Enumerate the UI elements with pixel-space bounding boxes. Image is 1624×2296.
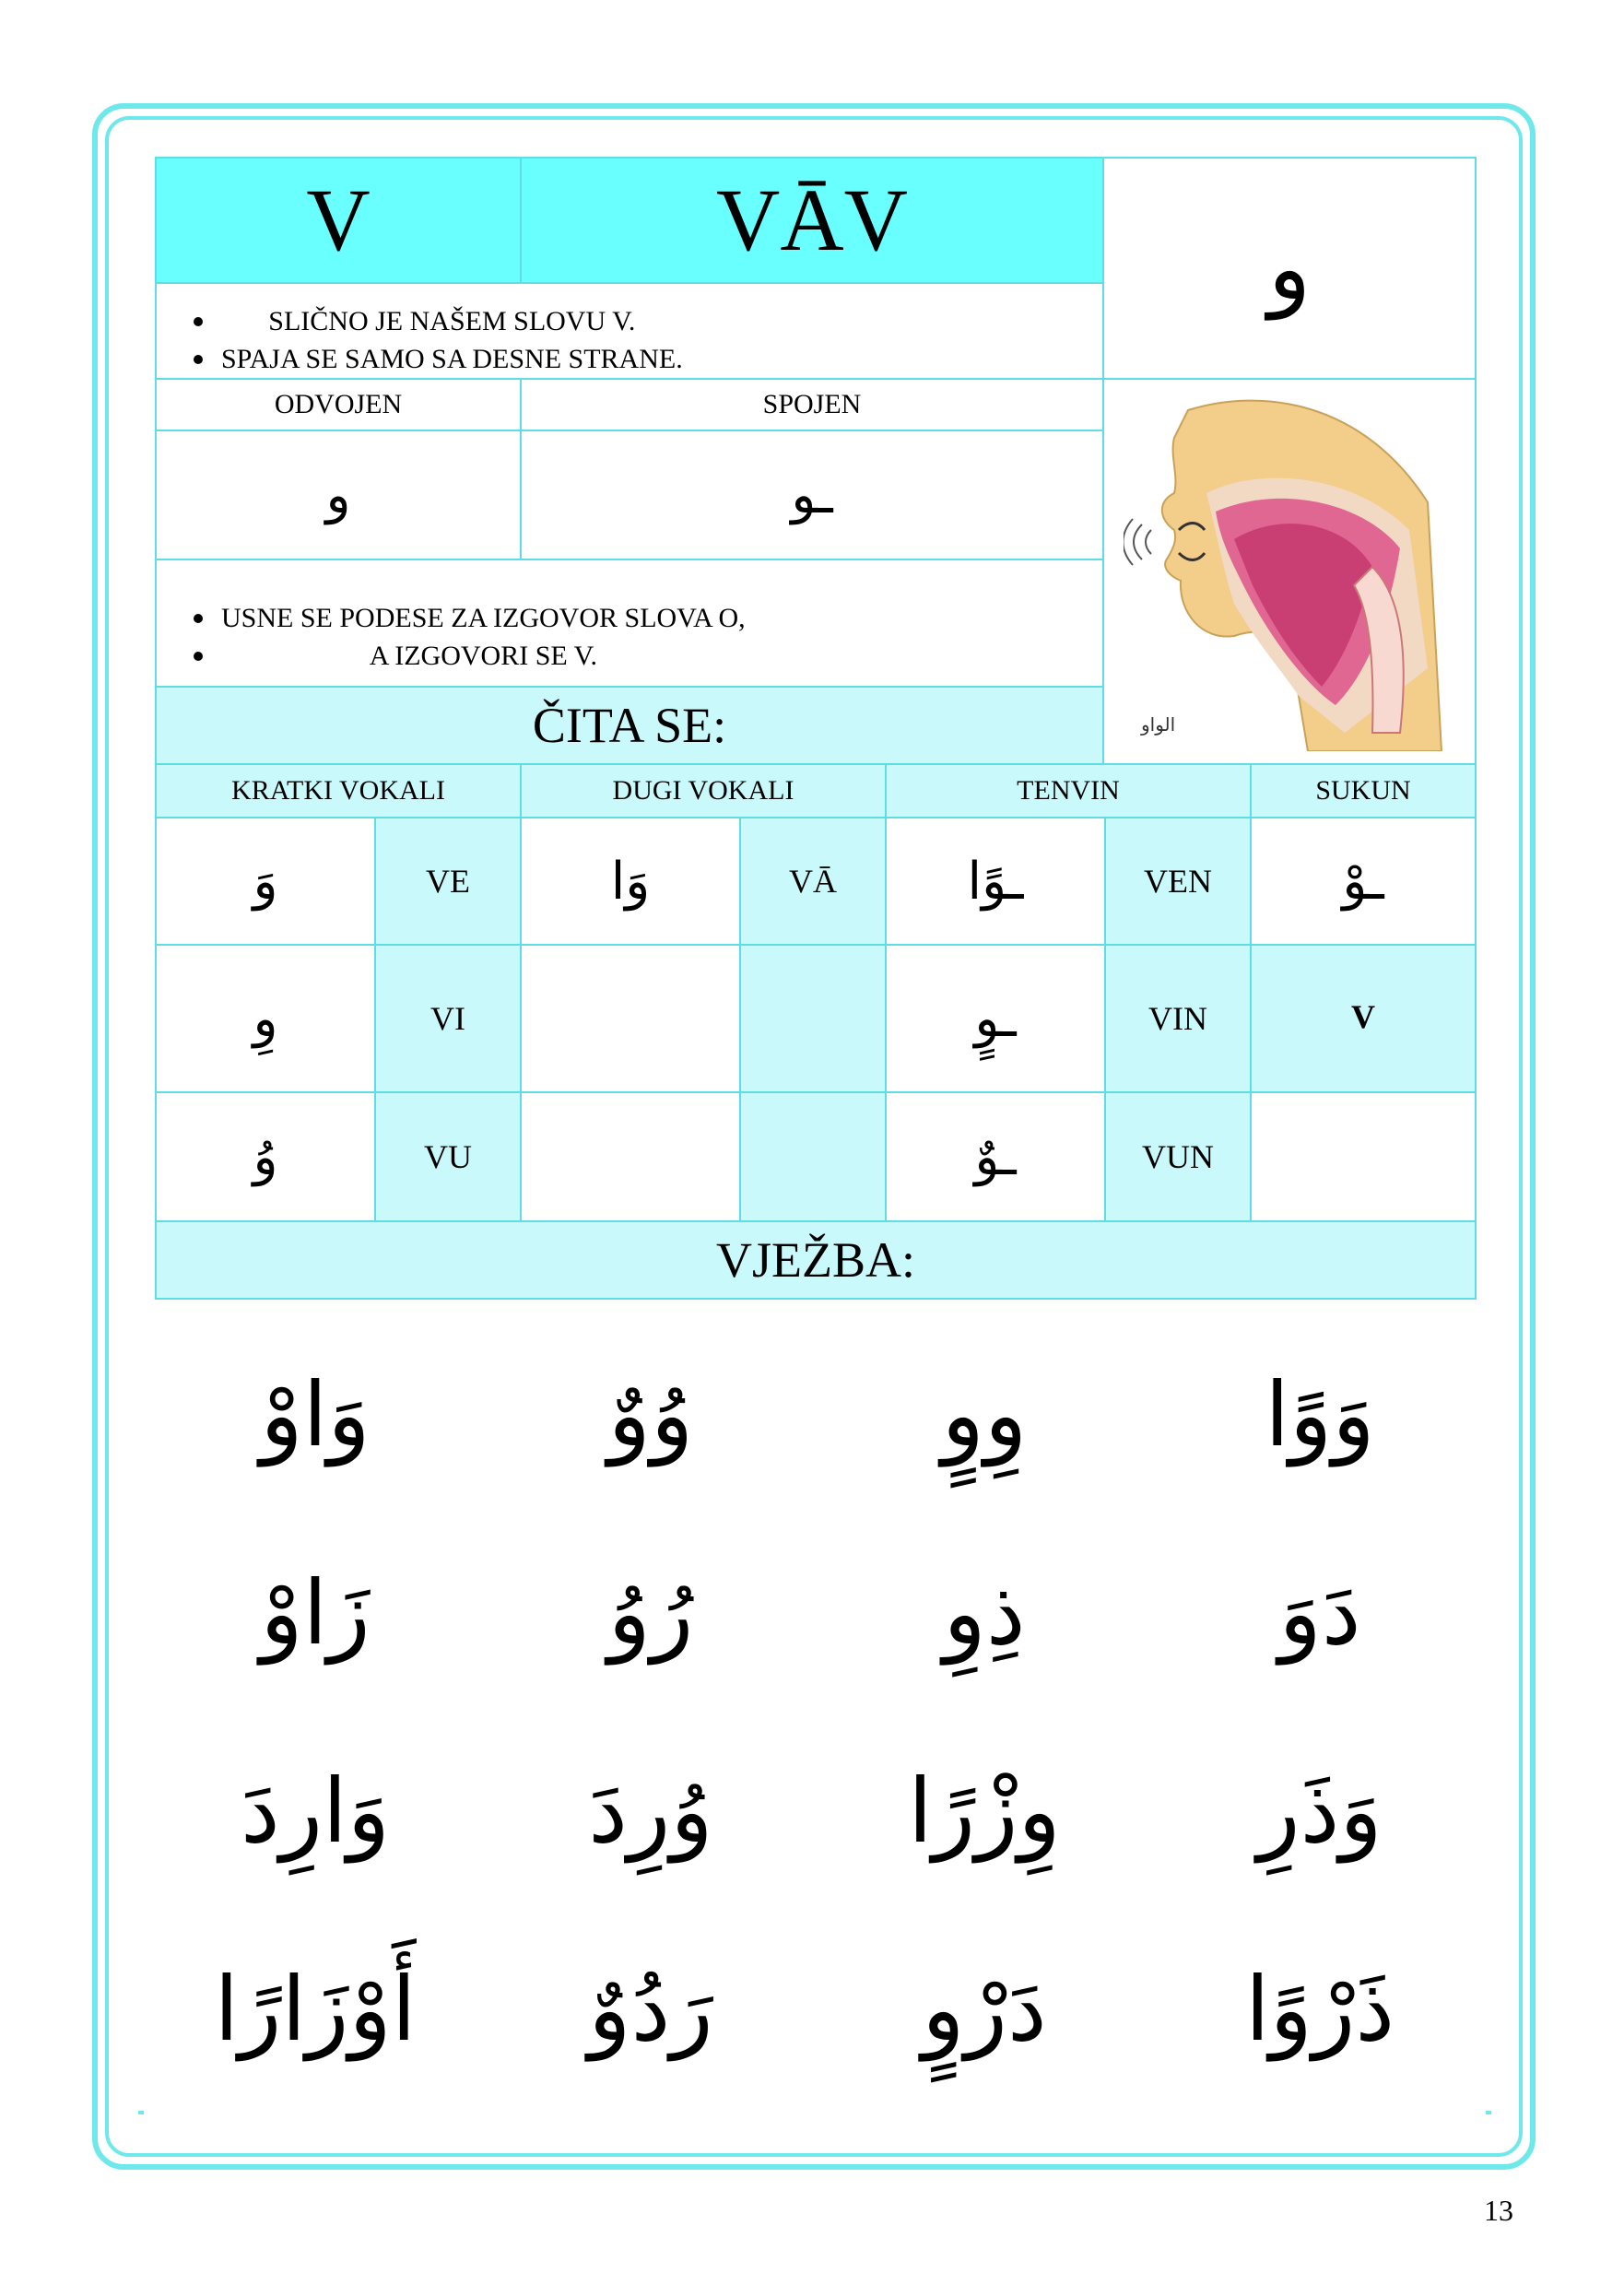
- joined-label: SPOJEN: [762, 389, 862, 419]
- long-vowel-lat-cell: [739, 1091, 887, 1222]
- col-header-long: [520, 763, 887, 818]
- tenvin-ar-cell: [885, 944, 1106, 1093]
- exercise-word: وُرِدَ: [588, 1760, 713, 1863]
- arabic-letter-cell: [1102, 157, 1477, 380]
- exercise-title-cell: [155, 1220, 1477, 1300]
- exercise-word: وُوٌ: [607, 1363, 694, 1466]
- tenvin-lat: VIN: [1148, 1000, 1207, 1037]
- exercise-word: وَذَرِ: [1257, 1760, 1383, 1863]
- col-header-label: SUKUN: [1315, 775, 1411, 806]
- sukun-cell: [1250, 1091, 1477, 1222]
- notes-top-list: [184, 302, 683, 378]
- letter-name: VĀV: [716, 171, 908, 269]
- short-vowel-ar-cell: [155, 944, 376, 1093]
- isolated-form: و: [325, 465, 351, 525]
- long-vowel-ar-cell: [520, 817, 741, 946]
- short-vowel-lat: VU: [424, 1138, 472, 1175]
- pronunciation-line: USNE SE PODESE ZA IZGOVOR SLOVA O,: [184, 599, 746, 637]
- short-vowel-lat: VE: [426, 863, 470, 900]
- sukun-cell: [1250, 944, 1477, 1093]
- long-vowel-ar-cell: [520, 1091, 741, 1222]
- tenvin-ar: ـوٍ: [974, 988, 1017, 1049]
- exercise-word: وَوًا: [1265, 1363, 1375, 1466]
- short-vowel-ar-cell: [155, 817, 376, 946]
- col-header-label: TENVIN: [1017, 775, 1120, 806]
- exercise-word: رَدُوٌ: [588, 1958, 713, 2061]
- letter-name-cell: [520, 157, 1104, 284]
- pronunciation-note-cell: [155, 559, 1104, 688]
- page-number: 13: [1484, 2194, 1513, 2227]
- exercise-word: أَوْزَارًا: [214, 1958, 417, 2061]
- reading-title: ČITA SE:: [532, 698, 727, 753]
- exercise-word: دَوَ: [1278, 1561, 1361, 1665]
- exercise-word: رُوُ: [607, 1561, 694, 1665]
- sukun-ar: ـوْ: [1342, 851, 1384, 912]
- tenvin-lat: VEN: [1144, 863, 1212, 900]
- tenvin-lat-cell: [1104, 817, 1252, 946]
- pronunciation-list: [184, 599, 746, 675]
- pronunciation-line: A IZGOVORI SE V.: [184, 637, 746, 675]
- col-header-label: KRATKI VOKALI: [231, 775, 445, 806]
- joined-label-cell: [520, 378, 1104, 431]
- isolated-form-cell: [155, 430, 522, 560]
- exercise-word: دَرْوٍ: [922, 1958, 1047, 2061]
- short-vowel-ar: وِ: [253, 988, 278, 1049]
- short-vowel-ar: وُ: [253, 1126, 278, 1187]
- isolated-label-cell: [155, 378, 522, 431]
- corner-mark-left: [138, 2111, 144, 2114]
- long-vowel-lat-cell: [739, 944, 887, 1093]
- note-item: SLIČNO JE NAŠEM SLOVU V.: [184, 302, 683, 340]
- sukun-lat: V: [1351, 998, 1375, 1035]
- exercise-word: وِوٍ: [941, 1363, 1028, 1466]
- corner-mark-right: [1486, 2111, 1491, 2114]
- joined-form: ـو: [791, 465, 833, 525]
- short-vowel-lat-cell: [374, 944, 522, 1093]
- long-vowel-ar: وَا: [610, 851, 651, 912]
- exercise-word: وَارِدَ: [240, 1760, 391, 1863]
- tenvin-ar: ـوٌ: [974, 1126, 1017, 1187]
- latin-letter: V: [306, 171, 371, 269]
- col-header-sukun: [1250, 763, 1477, 818]
- col-header-tenvin: [885, 763, 1252, 818]
- notes-top-cell: [155, 282, 1104, 380]
- tenvin-lat: VUN: [1142, 1138, 1214, 1175]
- long-vowel-ar-cell: [520, 944, 741, 1093]
- tenvin-ar: ـوًا: [967, 851, 1024, 912]
- col-header-label: DUGI VOKALI: [612, 775, 794, 806]
- tenvin-lat-cell: [1104, 944, 1252, 1093]
- isolated-label: ODVOJEN: [274, 389, 403, 419]
- arabic-letter: و: [1267, 217, 1312, 320]
- tenvin-lat-cell: [1104, 1091, 1252, 1222]
- col-header-short: [155, 763, 522, 818]
- short-vowel-ar-cell: [155, 1091, 376, 1222]
- exercise-word: زَاوْ: [260, 1561, 371, 1665]
- exercise-word: ذِوِ: [943, 1561, 1026, 1665]
- long-vowel-lat: VĀ: [789, 863, 837, 900]
- exercise-word: وَاوْ: [260, 1363, 371, 1466]
- mouth-image-cell: [1102, 378, 1477, 765]
- short-vowel-lat: VI: [430, 1000, 465, 1037]
- mouth-caption: الواو: [1141, 713, 1176, 736]
- short-vowel-lat-cell: [374, 1091, 522, 1222]
- short-vowel-ar: وَ: [253, 851, 278, 912]
- exercise-title: VJEŽBA:: [716, 1232, 915, 1288]
- tenvin-ar-cell: [885, 1091, 1106, 1222]
- joined-form-cell: [520, 430, 1104, 560]
- mouth-cross-section-icon: [1124, 392, 1455, 751]
- short-vowel-lat-cell: [374, 817, 522, 946]
- tenvin-ar-cell: [885, 817, 1106, 946]
- exercise-word: ذَرْوًا: [1244, 1958, 1395, 2061]
- exercise-word: وِزْرًا: [908, 1760, 1061, 1863]
- reading-title-cell: [155, 686, 1104, 765]
- sukun-cell: [1250, 817, 1477, 946]
- note-item: SPAJA SE SAMO SA DESNE STRANE.: [184, 340, 683, 378]
- latin-letter-cell: [155, 157, 522, 284]
- long-vowel-lat-cell: [739, 817, 887, 946]
